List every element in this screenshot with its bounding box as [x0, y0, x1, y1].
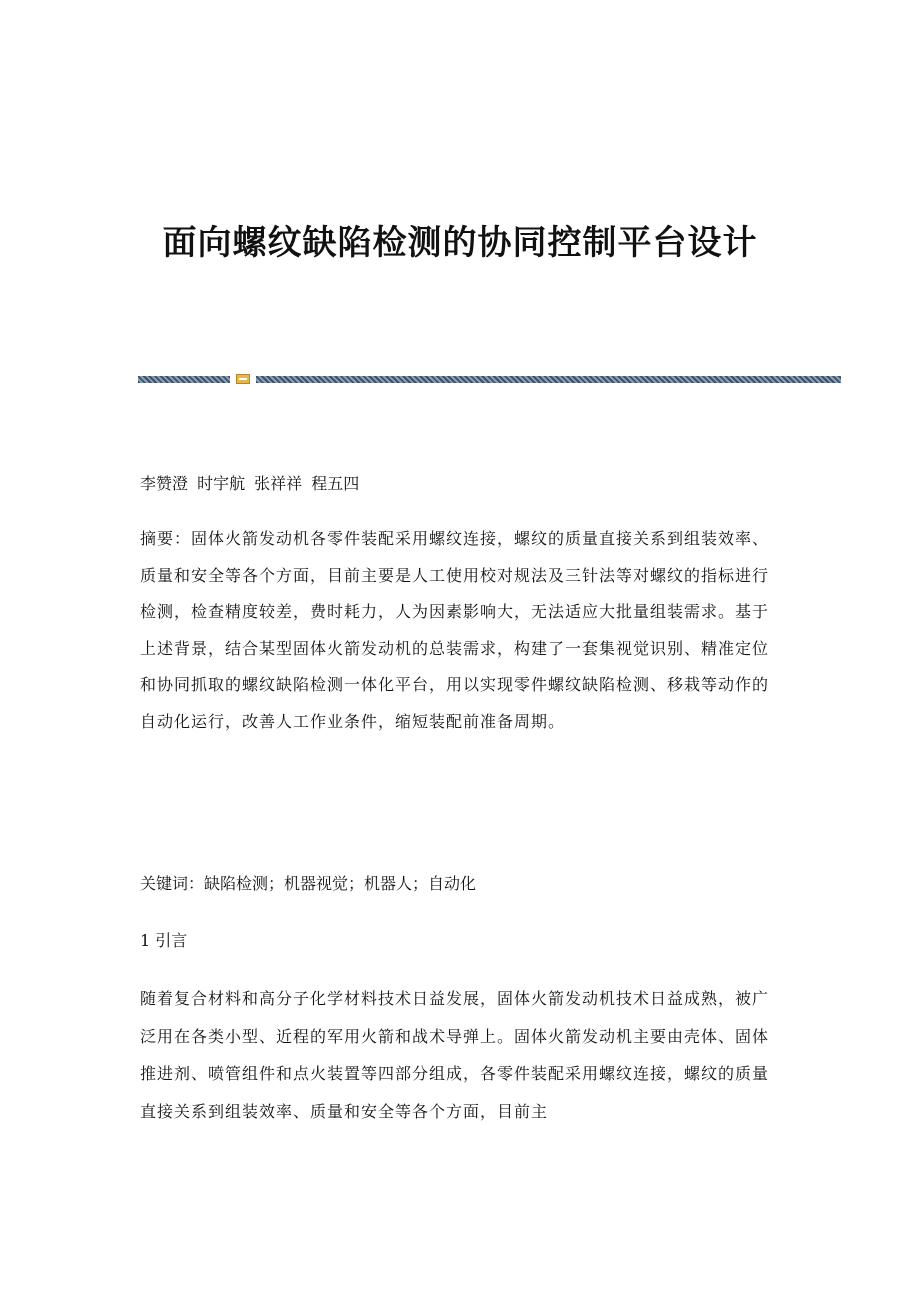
abstract-paragraph: 摘要：固体火箭发动机各零件装配采用螺纹连接，螺纹的质量直接关系到组装效率、质量和安全等各个方面，目前主要是人工使用校对规法及三针法等对螺纹的指标进行检测，检查精度较差，费时耗力，人为因素影响大，无法适应大批量组装需求。基于上述背景，结合某型固体火箭发动机的总装需求，构建了一套集视觉识别、精准定位和协同抓取的螺纹缺陷检测一体化平台，用以实现零件螺纹缺陷检测、移栽等动作的自动化运行，改善人工作业条件，缩短装配前准备周期。: [140, 529, 770, 731]
title-divider: [138, 374, 841, 384]
intro-paragraph: 随着复合材料和高分子化学材料技术日益发展，固体火箭发动机技术日益成熟，被广泛用在各类小型、近程的军用火箭和战术导弹上。固体火箭发动机主要由壳体、固体推进剂、喷管组件和点火装置等四部分组成，各零件装配采用螺纹连接，螺纹的质量直接关系到组装效率、质量和安全等各个方面，目前主: [140, 989, 770, 1121]
paper-title: 面向螺纹缺陷检测的协同控制平台设计: [162, 223, 758, 263]
keywords-line: 关键词：缺陷检测；机器视觉；机器人；自动化: [140, 874, 477, 893]
divider-bar-right: [256, 376, 841, 383]
divider-bar-left: [138, 376, 230, 383]
section-heading: 1 引言: [140, 931, 188, 950]
divider-ornament-icon: [236, 374, 250, 384]
author-list: 李赞澄 时宇航 张祥祥 程五四: [140, 474, 360, 493]
